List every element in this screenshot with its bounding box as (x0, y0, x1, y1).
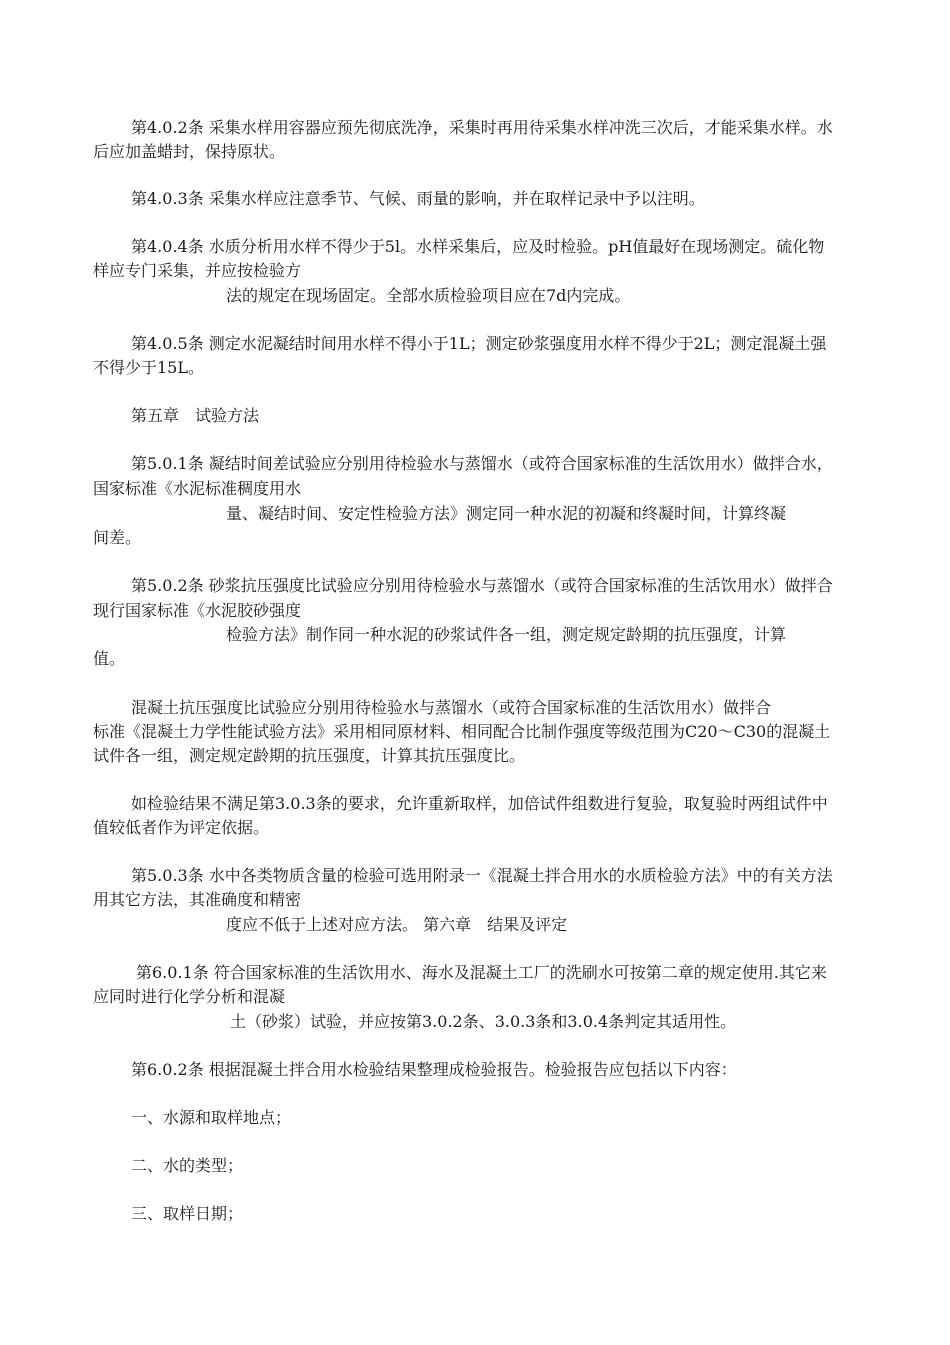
text-line: 检验方法》制作同一种水泥的砂浆试件各一组，测定规定龄期的抗压强度，计算 (226, 625, 787, 644)
text-line: 第6.0.1条 符合国家标准的生活饮用水、海水及混凝土工厂的洗刷水可按第二章的规定使用.其它来 (136, 963, 827, 982)
list-item: 一、水源和取样地点； (131, 1108, 292, 1127)
list-item: 二、水的类型； (131, 1156, 244, 1175)
text-line: 第4.0.2条 采集水样用容器应预先彻底洗净，采集时再用待采集水样冲洗三次后，才能采集水样。水 (131, 118, 833, 137)
text-line: 第4.0.5条 测定水泥凝结时间用水样不得小于1L；测定砂浆强度用水样不得少于2L；测定混凝土强 (131, 334, 827, 353)
text-line: 度应不低于上述对应方法。 第六章 结果及评定 (226, 915, 568, 934)
text-line: 现行国家标准《水泥胶砂强度 (93, 601, 302, 620)
text-line: 第4.0.4条 水质分析用水样不得少于5l。水样采集后，应及时检验。pH值最好在现场测定。硫化物 (131, 237, 825, 256)
text-line: 第4.0.3条 采集水样应注意季节、气候、雨量的影响，并在取样记录中予以注明。 (131, 189, 705, 208)
text-line: 量、凝结时间、安定性检验方法》测定同一种水泥的初凝和终凝时间，计算终凝 (226, 504, 787, 523)
list-item: 三、取样日期； (131, 1204, 244, 1223)
text-line: 值较低者作为评定依据。 (93, 818, 270, 837)
text-line: 间差。 (93, 528, 142, 547)
text-line: 后应加盖蜡封，保持原状。 (93, 142, 286, 161)
text-line: 土（砂浆）试验，并应按第3.0.2条、3.0.3条和3.0.4条判定其适用性。 (230, 1012, 737, 1031)
text-line: 法的规定在现场固定。全部水质检验项目应在7d内完成。 (226, 286, 631, 305)
text-line: 第5.0.1条 凝结时间差试验应分别用待检验水与蒸馏水（或符合国家标准的生活饮用水）做拌合水， (131, 454, 833, 473)
text-line: 第5.0.2条 砂浆抗压强度比试验应分别用待检验水与蒸馏水（或符合国家标准的生活饮用水）做拌合 (131, 576, 833, 595)
text-line: 第6.0.2条 根据混凝土拌合用水检验结果整理成检验报告。检验报告应包括以下内容： (131, 1060, 737, 1079)
text-line: 应同时进行化学分析和混凝 (93, 987, 286, 1006)
text-line: 值。 (93, 649, 126, 668)
text-line: 不得少于15L。 (93, 358, 204, 377)
chapter-heading: 第五章 试验方法 (131, 406, 260, 425)
text-line: 混凝土抗压强度比试验应分别用待检验水与蒸馏水（或符合国家标准的生活饮用水）做拌合 (131, 698, 772, 717)
text-line: 用其它方法，其准确度和精密 (93, 890, 302, 909)
text-line: 样应专门采集，并应按检验方 (93, 261, 302, 280)
text-line: 国家标准《水泥标准稠度用水 (93, 479, 302, 498)
text-line: 第5.0.3条 水中各类物质含量的检验可选用附录一《混凝土拌合用水的水质检验方法》中的有关方法 (131, 866, 833, 885)
text-line: 标准《混凝土力学性能试验方法》采用相同原材料、相同配合比制作强度等级范围为C20～C30的混凝土 (93, 722, 831, 741)
text-line: 试件各一组，测定规定龄期的抗压强度，计算其抗压强度比。 (93, 746, 526, 765)
text-line: 如检验结果不满足第3.0.3条的要求，允许重新取样，加倍试件组数进行复验，取复验时两组试件中 (131, 794, 828, 813)
